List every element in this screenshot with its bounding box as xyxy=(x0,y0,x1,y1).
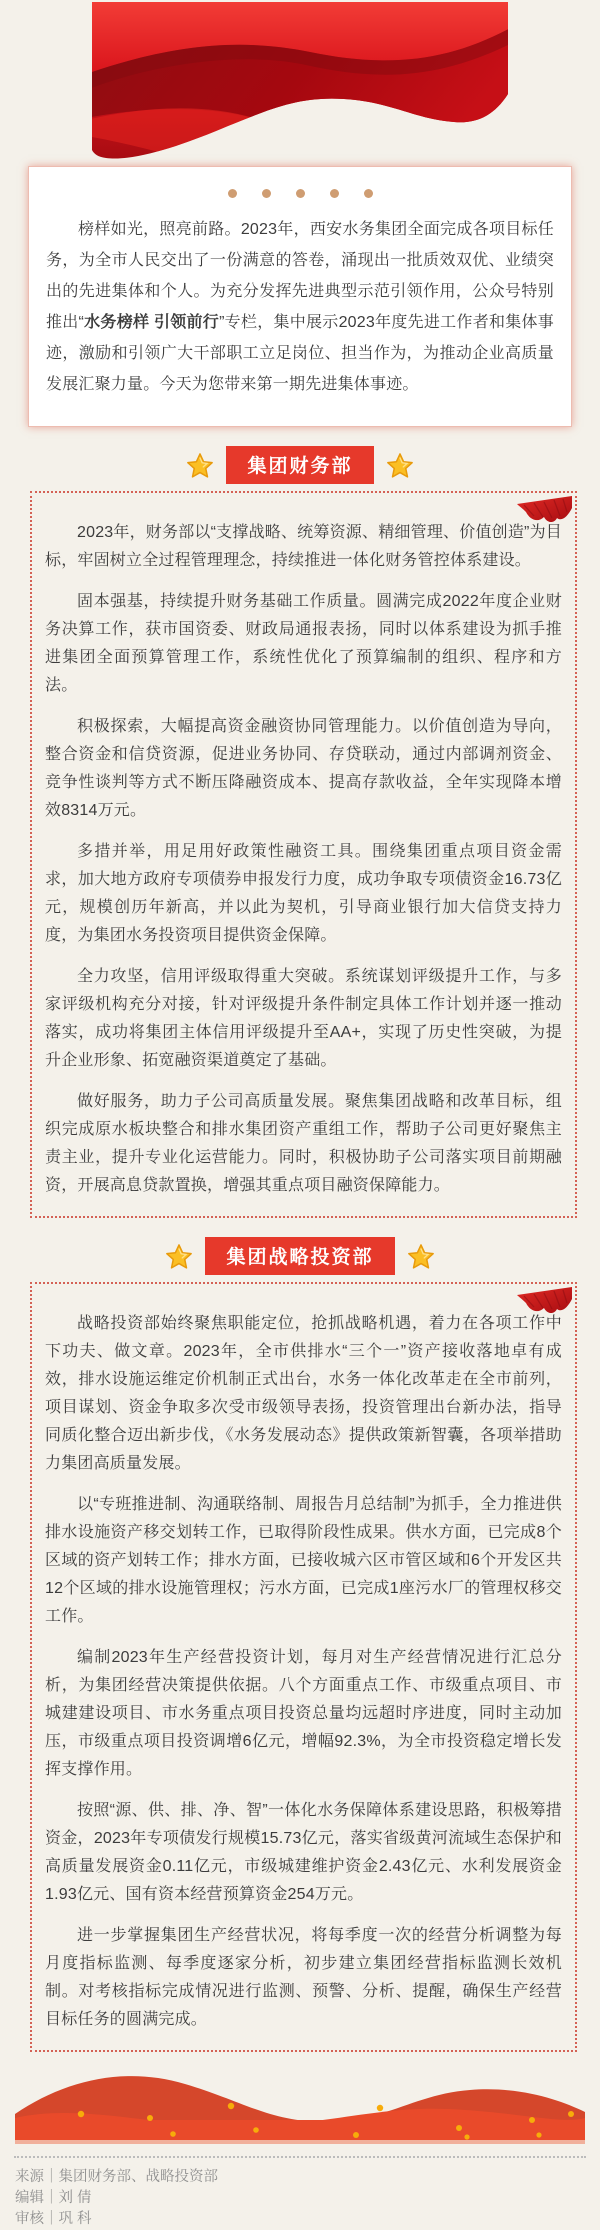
footer-editor-line: 编辑｜刘 倩 xyxy=(15,2190,92,2206)
dot-icon xyxy=(296,189,305,198)
paragraph: 做好服务，助力子公司高质量发展。聚焦集团战略和改革目标，组织完成原水板块整合和排水集团资产重组工作，帮助子公司更好聚焦主责主业，提升专业化运营能力。同时，积极协助子公司落实项目前期融资，开展高息贷款置换，增强其重点项目融资保障能力。 xyxy=(45,1093,562,1194)
paragraph: 编制2023年生产经营投资计划，每月对生产经营情况进行汇总分析，为集团经营决策提供依据。八个方面重点工作、市级重点项目、市城建建设项目、市水务重点项目投资总量均远超时序进度，同时主动加压，市级重点项目投资调增6亿元，增幅92.3%，为全市投资稳定增长发挥支撑作用。 xyxy=(45,1649,562,1778)
paragraph: 进一步掌握集团生产经营状况，将每季度一次的经营分析调整为每月度指标监测、每季度逐家分析，初步建立集团经营指标监测长效机制。对考核指标完成情况进行监测、预警、分析、提醒，确保生产经营目标任务的圆满完成。 xyxy=(45,1927,562,2028)
paragraph: 多措并举，用足用好政策性融资工具。围绕集团重点项目资金需求，加大地方政府专项债券申报发行力度，成功争取专项债资金16.73亿元，规模创历年新高，并以此为契机，引导商业银行加大信贷支持力度，为集团水务投资项目提供资金保障。 xyxy=(45,843,562,944)
intro-text-before: 榜样如光，照亮前路。2023年，西安水务集团全面完成各项目标任务，为全市人民交出了一份满意的答卷，涌现出一批质效双优、业绩突出的先进集体和个人。为充分发挥先进典型示范引领作用，公众号特别推出“ xyxy=(46,221,554,331)
intro-bold-phrase: 水务榜样 引领前行 xyxy=(84,314,220,331)
paragraph: 全力攻坚，信用评级取得重大突破。系统谋划评级提升工作，与多家评级机构充分对接，针对评级提升条件制定具体工作计划并逐一推动落实，成功将集团主体信用评级提升至AA+，实现了历史性突破，为提升企业形象、拓宽融资渠道奠定了基础。 xyxy=(45,968,562,1069)
dot-icon xyxy=(364,189,373,198)
footer-source-line: 来源｜集团财务部、战略投资部 xyxy=(15,2169,218,2185)
footer-reviewer-line: 审核｜巩 科 xyxy=(15,2211,92,2227)
paragraph: 战略投资部始终聚焦职能定位，抢抓战略机遇，着力在各项工作中下功夫、做文章。2023年，全市供排水“三个一”资产接收落地卓有成效，排水设施运维定价机制正式出台，水务一体化改革走在全市前列，项目谋划、资金争取多次受市级领导表扬，投资管理出台新办法，指导同质化整合迈出新步伐，《水务发展动态》提供政策新智囊，各项举措助力集团高质量发展。 xyxy=(45,1315,562,1472)
strategy-content-box xyxy=(30,1282,577,2052)
star-icon xyxy=(187,453,213,478)
footer-wave-graphic xyxy=(15,2064,585,2144)
section-title-badge-strategy: 集团战略投资部 xyxy=(205,1237,394,1275)
star-icon xyxy=(408,1244,434,1269)
paragraph: 积极探索，大幅提高资金融资协同管理能力。以价值创造为导向，整合资金和信贷资源，促进业务协同、存贷联动，通过内部调剂资金、竞争性谈判等方式不断压降融资成本、提高存款收益，全年实现降本增效8314万元。 xyxy=(45,718,562,819)
star-icon xyxy=(387,453,413,478)
corner-ribbon-icon xyxy=(516,1287,572,1317)
finance-content-box xyxy=(30,491,577,1218)
section-header-finance xyxy=(0,446,600,484)
intro-paragraph xyxy=(46,214,554,400)
dot-icon xyxy=(228,189,237,198)
paragraph: 2023年，财务部以“支撑战略、统筹资源、精细管理、价值创造”为目标，牢固树立全过程管理理念，持续推进一体化财务管控体系建设。 xyxy=(45,524,562,569)
paragraph: 按照“源、供、排、净、智”一体化水务保障体系建设思路，积极筹措资金，2023年专项债发行规模15.73亿元，落实省级黄河流域生态保护和高质量发展资金0.11亿元，市级城建维护资金2.43亿元、水利发展资金1.93亿元、国有资本经营预算资金254万元。 xyxy=(45,1802,562,1903)
paragraph: 以“专班推进制、沟通联络制、周报告月总结制”为抓手，全力推进供排水设施资产移交划转工作，已取得阶段性成果。供水方面，已完成8个区域的资产划转工作；排水方面，已接收城六区市管区域和6个开发区共12个区域的排水设施管理权；污水方面，已完成1座污水厂的管理权移交工作。 xyxy=(45,1496,562,1625)
dot-icon xyxy=(330,189,339,198)
footer-divider xyxy=(14,2156,586,2158)
intro-text-after: ”专栏，集中展示2023年度先进工作者和集体事迹，激励和引领广大干部职工立足岗位、担当作为，为推动企业高质量发展汇聚力量。今天为您带来第一期先进集体事迹。 xyxy=(46,314,554,393)
star-icon xyxy=(166,1244,192,1269)
section-title-badge-finance: 集团财务部 xyxy=(226,446,373,484)
dots-decoration xyxy=(46,181,554,200)
paragraph: 固本强基，持续提升财务基础工作质量。圆满完成2022年度企业财务决算工作，获市国资委、财政局通报表扬，同时以体系建设为抓手推进集团全面预算管理工作，系统性优化了预算编制的组织、程序和方法。 xyxy=(45,593,562,694)
dot-icon xyxy=(262,189,271,198)
header-flag-banner-icon xyxy=(92,2,508,160)
intro-card xyxy=(28,166,572,427)
footer-credits xyxy=(15,2167,585,2230)
section-header-strategy xyxy=(0,1237,600,1275)
corner-ribbon-icon xyxy=(516,496,572,526)
